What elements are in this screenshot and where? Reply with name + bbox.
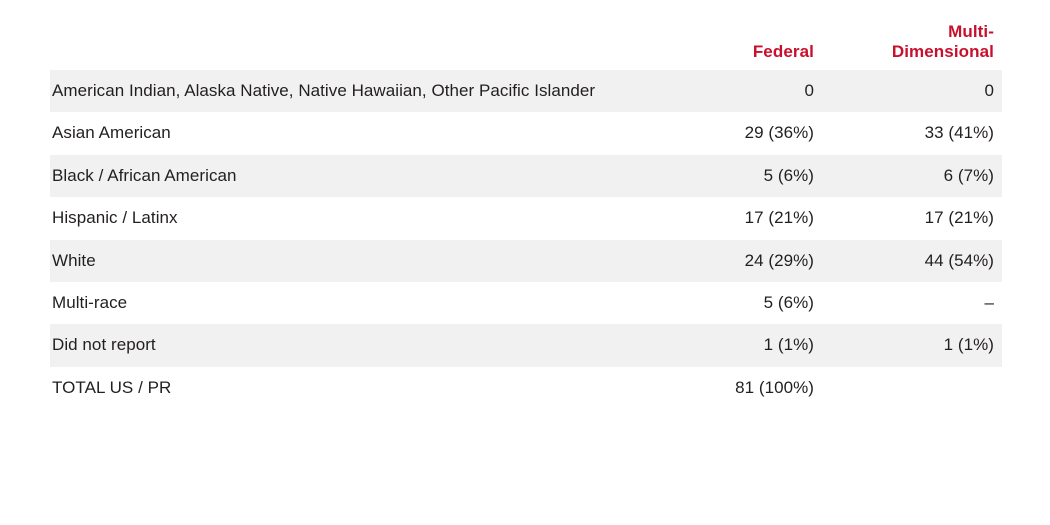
table-header (50, 22, 1002, 70)
header-row (50, 22, 1002, 70)
row-label: Multi-race (50, 282, 636, 324)
table-row (50, 112, 1002, 154)
column-header-federal: Federal (752, 41, 814, 61)
table-row (50, 155, 1002, 197)
table-row (50, 240, 1002, 282)
row-label: American Indian, Alaska Native, Native Hawaiian, Other Pacific Islander (50, 70, 636, 112)
row-federal-value: 81 (100%) (636, 367, 822, 409)
table-row (50, 70, 1002, 112)
row-multidimensional-value: – (822, 282, 1002, 324)
table-row (50, 324, 1002, 366)
row-federal-value: 24 (29%) (636, 240, 822, 282)
row-multidimensional-value (822, 367, 1002, 409)
row-multidimensional-value: 1 (1%) (822, 324, 1002, 366)
table-body (50, 70, 1002, 409)
row-label: White (50, 240, 636, 282)
row-federal-value: 0 (636, 70, 822, 112)
column-header-multidimensional-line1: Multi- (948, 22, 994, 41)
row-label: Hispanic / Latinx (50, 197, 636, 239)
row-label: TOTAL US / PR (50, 367, 636, 409)
row-multidimensional-value: 17 (21%) (822, 197, 1002, 239)
row-federal-value: 5 (6%) (636, 282, 822, 324)
row-federal-value: 17 (21%) (636, 197, 822, 239)
row-multidimensional-value: 33 (41%) (822, 112, 1002, 154)
table-row-total (50, 367, 1002, 409)
row-federal-value: 1 (1%) (636, 324, 822, 366)
column-header-category (50, 22, 636, 70)
row-multidimensional-value: 0 (822, 70, 1002, 112)
row-federal-value: 29 (36%) (636, 112, 822, 154)
row-label: Did not report (50, 324, 636, 366)
column-header-multidimensional-line2: Dimensional (891, 41, 994, 61)
table-row (50, 282, 1002, 324)
column-header-multidimensional (822, 22, 1002, 70)
race-ethnicity-table (50, 22, 1002, 409)
row-multidimensional-value: 44 (54%) (822, 240, 1002, 282)
row-federal-value: 5 (6%) (636, 155, 822, 197)
row-label: Black / African American (50, 155, 636, 197)
row-label: Asian American (50, 112, 636, 154)
table-row (50, 197, 1002, 239)
row-multidimensional-value: 6 (7%) (822, 155, 1002, 197)
